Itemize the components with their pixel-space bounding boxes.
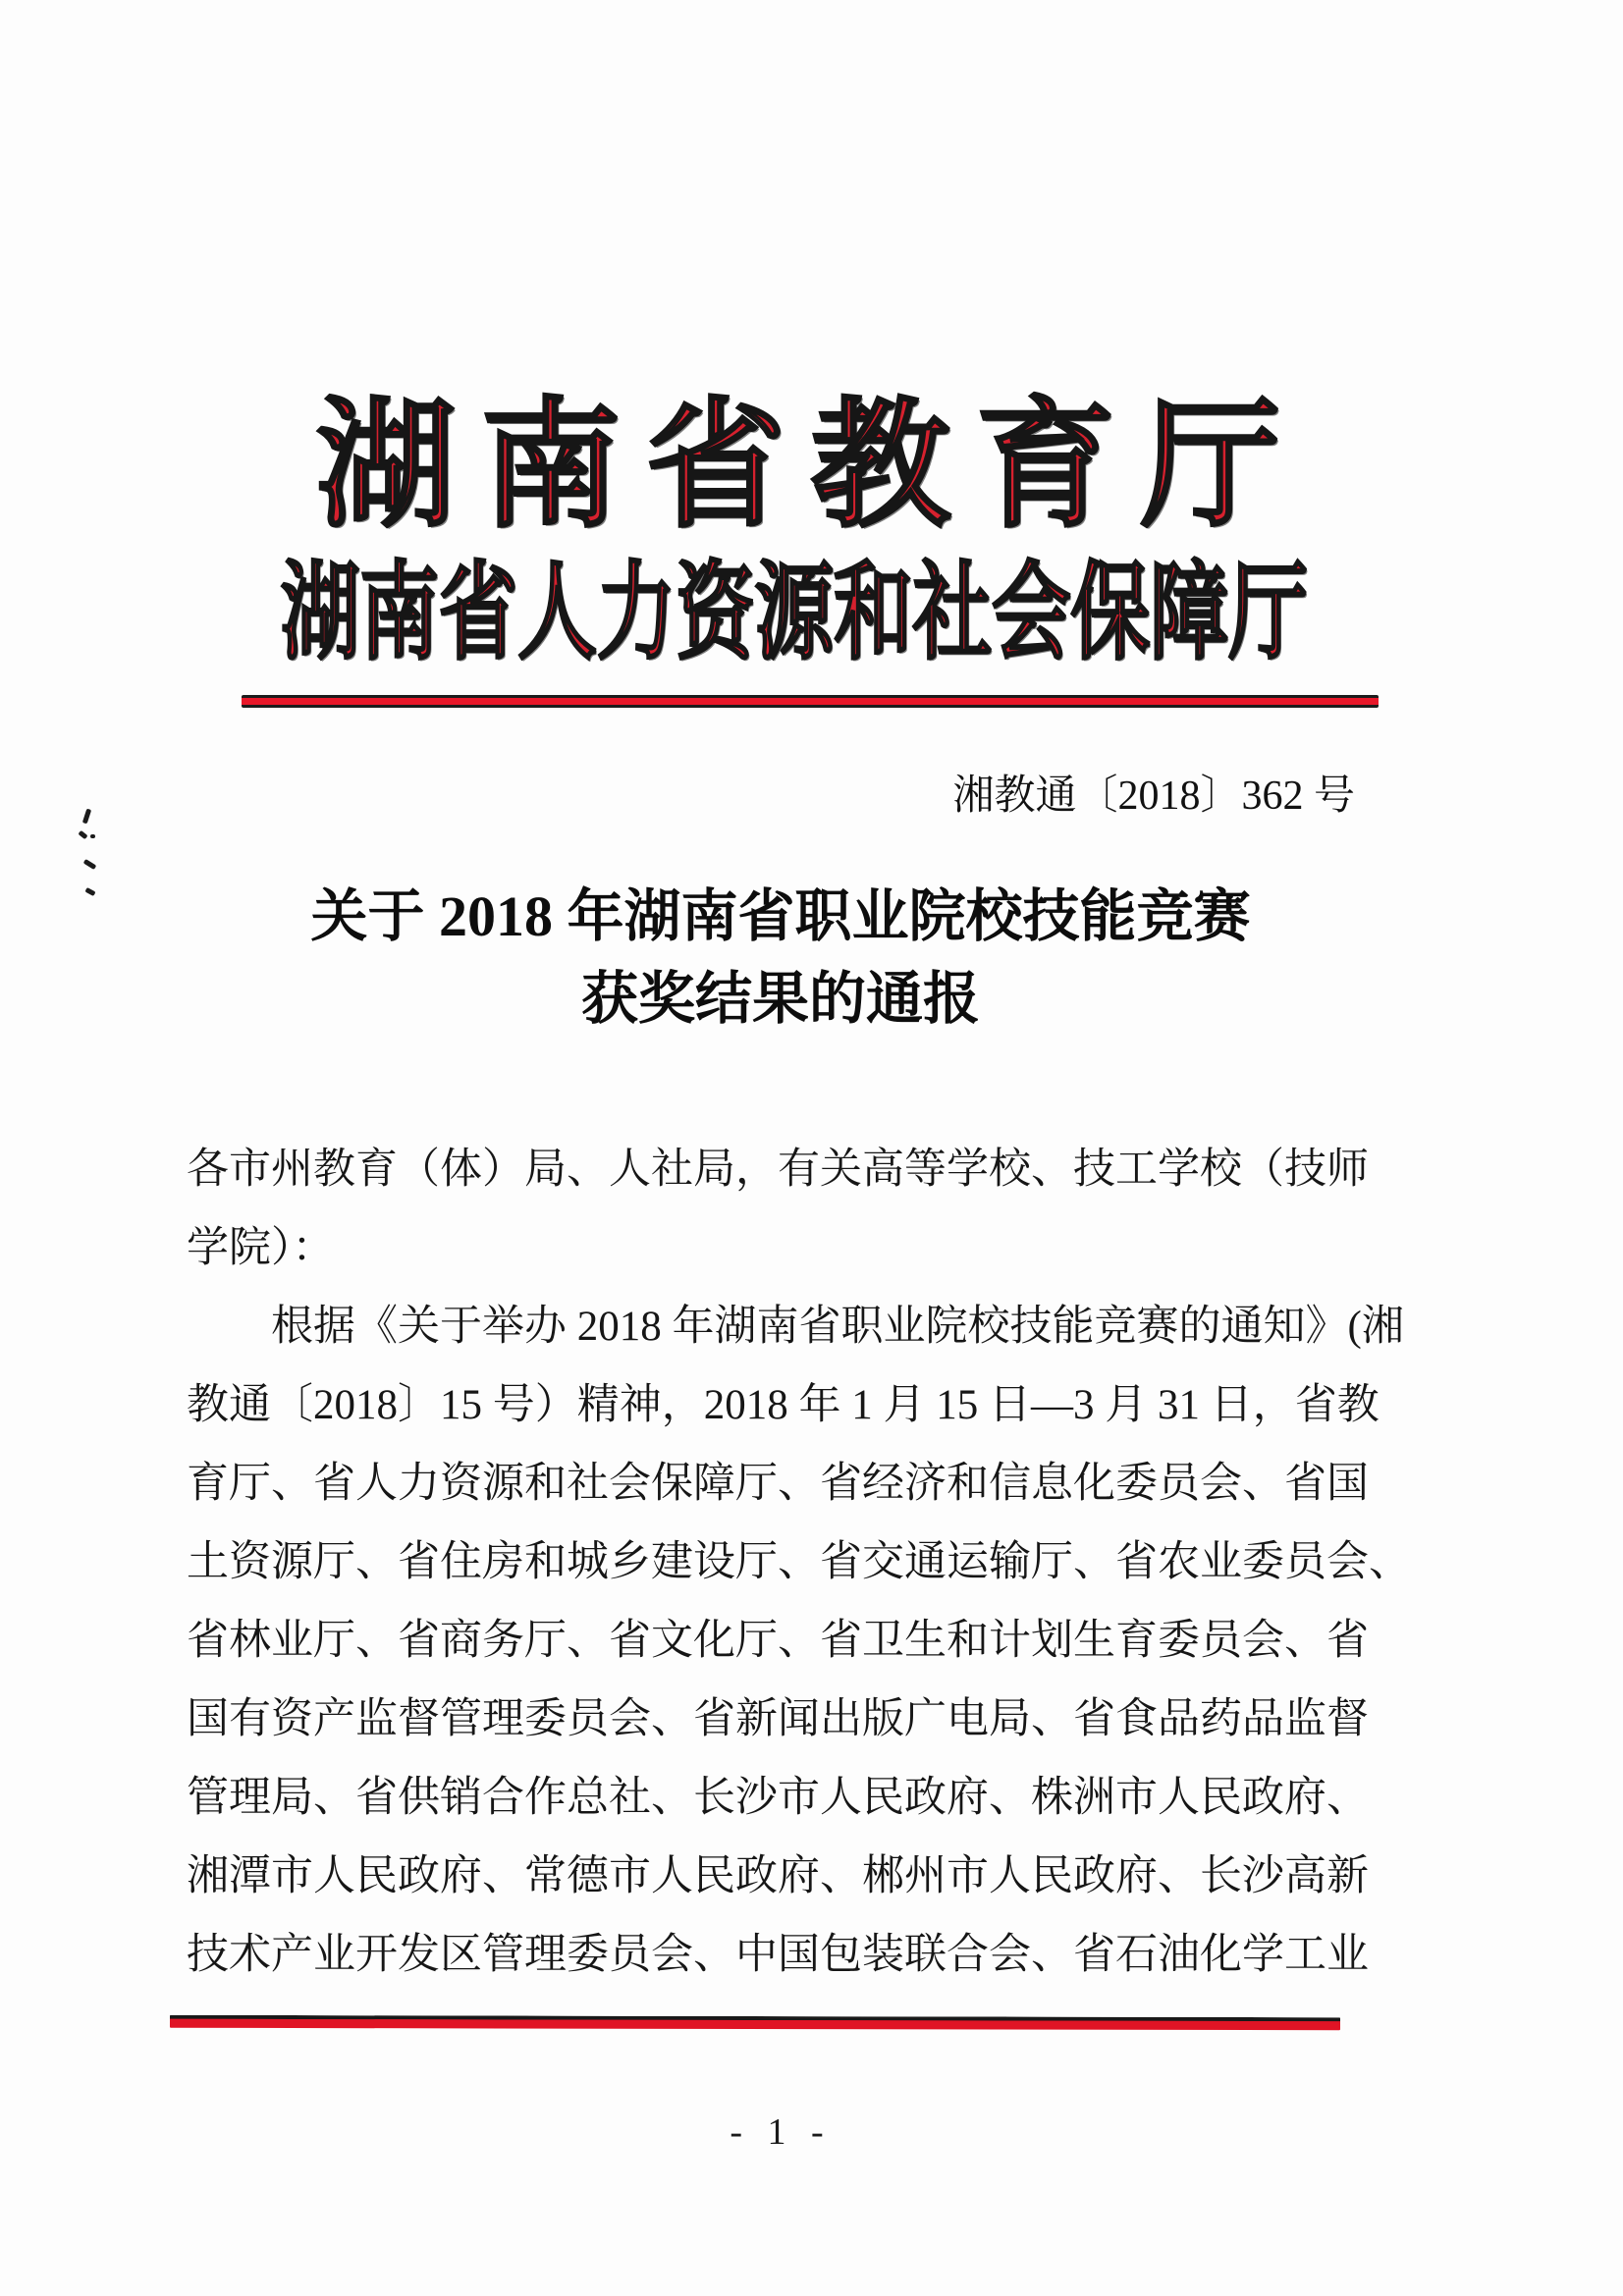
scan-speckle (90, 834, 95, 838)
body-line: 学院）： (187, 1225, 335, 1271)
body-line: 教通〔2018〕15 号）精神，2018 年 1 月 15 日—3 月 31 日，省教 (187, 1382, 1380, 1428)
footer-red-rule (170, 2015, 1340, 2030)
body-line: 湘潭市人民政府、常德市人民政府、郴州市人民政府、长沙高新 (187, 1853, 1369, 1899)
title-line2: 获奖结果的通报 (580, 967, 980, 1031)
letterhead-red-rule (242, 695, 1379, 708)
document-body (187, 1131, 1411, 1995)
body-line: 育厅、省人力资源和社会保障厅、省经济和信息化委员会、省国 (187, 1461, 1369, 1507)
document-number: 湘教通〔2018〕362 号 (952, 774, 1355, 819)
scan-speckle (83, 859, 97, 870)
body-line: 管理局、省供销合作总社、长沙市人民政府、株洲市人民政府、 (187, 1775, 1369, 1821)
body-line: 国有资产监督管理委员会、省新闻出版广电局、省食品药品监督 (187, 1696, 1369, 1742)
page-number: - 1 - (730, 2111, 832, 2153)
body-line: 技术产业开发区管理委员会、中国包装联合会、省石油化学工业 (187, 1932, 1369, 1978)
body-line: 土资源厅、省住房和城乡建设厅、省交通运输厅、省农业委员会、 (187, 1539, 1411, 1585)
body-line: 根据《关于举办 2018 年湖南省职业院校技能竞赛的通知》(湘 (271, 1304, 1404, 1350)
title-line1: 关于 2018 年湖南省职业院校技能竞赛 (310, 884, 1251, 948)
letterhead-org-line1: 湖南省教育厅 (316, 389, 1306, 544)
scan-speckle (82, 809, 91, 825)
body-line: 省林业厅、省商务厅、省文化厅、省卫生和计划生育委员会、省 (187, 1618, 1369, 1664)
body-line: 各市州教育（体）局、人社局，有关高等学校、技工学校（技师 (187, 1147, 1369, 1193)
document-title (10, 876, 1551, 1041)
scan-speckle (78, 830, 87, 839)
letterhead-org-line2: 湖南省人力资源和社会保障厅 (281, 556, 1308, 672)
